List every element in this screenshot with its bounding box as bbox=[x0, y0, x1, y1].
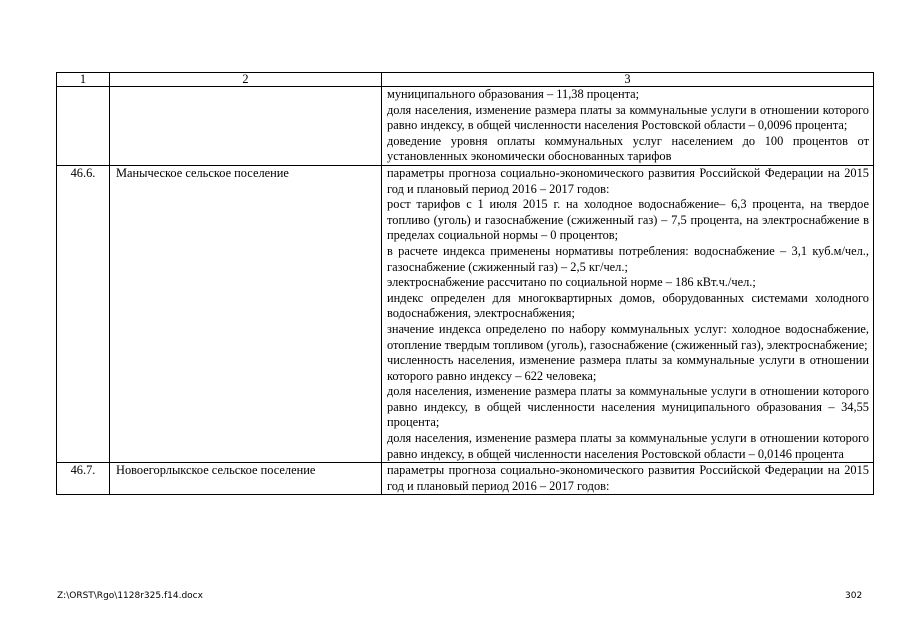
table-row-46-7 bbox=[57, 463, 874, 495]
row-number: 46.7. bbox=[57, 463, 110, 495]
page-number: 302 bbox=[845, 591, 863, 601]
content-paragraph: доля населения, изменение размера платы за коммунальные услуги в отношении которого равно индексу, в общей численности населения Ростовской области – 0,0146 процента bbox=[387, 431, 869, 461]
header-col-3: 3 bbox=[382, 73, 874, 87]
content-paragraph: муниципального образования – 11,38 процента; bbox=[387, 87, 640, 101]
table-row-continuation bbox=[57, 87, 874, 166]
footer-file-path: Z:\ORST\Rgo\1128r325.f14.docx bbox=[57, 591, 203, 601]
row-number: 46.6. bbox=[57, 165, 110, 462]
content-paragraph: в расчете индекса применены нормативы потребления: водоснабжение – 3,1 куб.м/чел., газоснабжение (сжиженный газ) – 2,5 кг/чел.; bbox=[387, 243, 869, 274]
content-paragraph: рост тарифов с 1 июля 2015 г. на холодное водоснабжение– 6,3 процента, на твердое топливо (уголь) и газоснабжение (сжиженный газ) – 7,5 процента, на электроснабжение в пределах социальной нормы – 0 процентов; bbox=[387, 197, 869, 243]
content-paragraph: электроснабжение рассчитано по социальной норме – 186 кВт.ч./чел.; bbox=[387, 275, 756, 290]
row-number bbox=[57, 87, 110, 166]
row-content bbox=[382, 463, 874, 495]
content-paragraph: параметры прогноза социально-экономического развития Российской Федерации на 2015 год и плановый период 2016 – 2017 годов: bbox=[387, 165, 869, 196]
content-paragraph: доведение уровня оплаты коммунальных услуг населением до 100 процентов от установленных экономически обоснованных тарифов bbox=[387, 133, 869, 164]
content-paragraph: индекс определен для многоквартирных домов, оборудованных системами холодного водоснабжения, электроснабжения; bbox=[387, 290, 869, 321]
content-paragraph: доля населения, изменение размера платы за коммунальные услуги в отношении которого равно индексу, в общей численности населения Ростовской области – 0,0096 процента; bbox=[387, 102, 869, 133]
content-paragraph: значение индекса определено по набору коммунальных услуг: холодное водоснабжение, отопление твердым топливом (уголь), газоснабжение (сжиженный газ), электроснабжение; bbox=[387, 321, 869, 352]
content-paragraph: доля населения, изменение размера платы за коммунальные услуги в отношении которого равно индексу, в общей численности населения муниципального образования – 34,55 процента; bbox=[387, 384, 869, 430]
tariff-parameters-table bbox=[56, 72, 874, 495]
table-header-row bbox=[57, 73, 874, 87]
row-content bbox=[382, 165, 874, 462]
content-paragraph: численность населения, изменение размера платы за коммунальные услуги в отношении которого равно индексу – 622 человека; bbox=[387, 353, 869, 383]
table-row-46-6 bbox=[57, 165, 874, 462]
settlement-name: Новоегорлыкское сельское поселение bbox=[110, 463, 382, 495]
row-content bbox=[382, 87, 874, 166]
content-paragraph: параметры прогноза социально-экономического развития Российской Федерации на 2015 год и плановый период 2016 – 2017 годов: bbox=[387, 463, 869, 493]
settlement-name: Маныческое сельское поселение bbox=[110, 165, 382, 462]
header-col-1: 1 bbox=[57, 73, 110, 87]
settlement-name bbox=[110, 87, 382, 166]
header-col-2: 2 bbox=[110, 73, 382, 87]
